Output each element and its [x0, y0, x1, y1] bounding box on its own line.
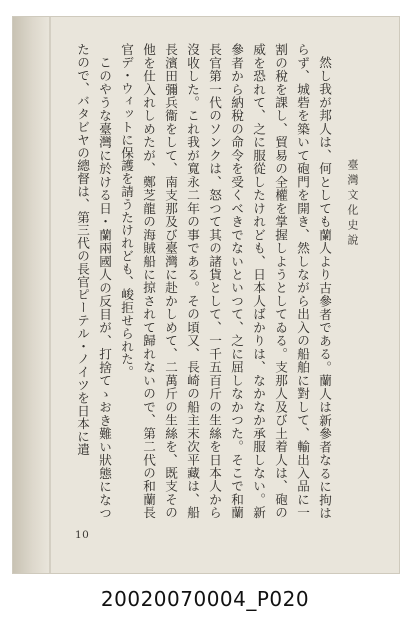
paragraph-1: 然し我が邦人は、何としても蘭人より古參者である。蘭人は新參者なるに拘はらず、城砦を築いて砲門を開き、然しながら出入の船舶に對して、輸出入品に一割の稅を課し、貿易の全權を掌握しようとしてゐる。支那人及び土着人は、砲の威を恐れて、之に服從したけれども、日本人ばかりは、なかなか承服しない。新參者から納稅の命令を受くべきでないといつて、之に屈しなかつた。そこで和蘭長官第一代のソンクは、怒つて其の諸貨として、一千五百斤の生絲を日本人から沒收した。これ我が寬永二年の事である。その頃又、長崎の船主末次平藏は、船長濱田彌兵衞をして、南支那及び臺灣に赴かしめて、二萬斤の生絲を、既支その他を仕入れしめたが、鄭芝龍の海賊船に掠されて歸れないので、第二代の和蘭長官デ・ウィットに保護を請うたけれども、峻拒せられた。: [119, 43, 332, 519]
scanned-book-page: [12, 16, 400, 574]
image-identifier-caption: 20020070004_P020: [100, 587, 310, 611]
book-gutter: [13, 17, 49, 573]
vertical-text-block: [71, 43, 363, 519]
running-head: 臺灣文化史說: [346, 159, 359, 249]
page-number: 10: [75, 529, 90, 541]
page-edge: [49, 17, 51, 573]
body-text-area: [71, 43, 371, 519]
paragraph-2: このやうな臺灣に於ける日・蘭兩國人の反目が、打捨てゝおき難い狀態になつたので、バタビヤの總督は、第三代の長官ピーテル・ノイツを日本に遣: [75, 43, 112, 519]
